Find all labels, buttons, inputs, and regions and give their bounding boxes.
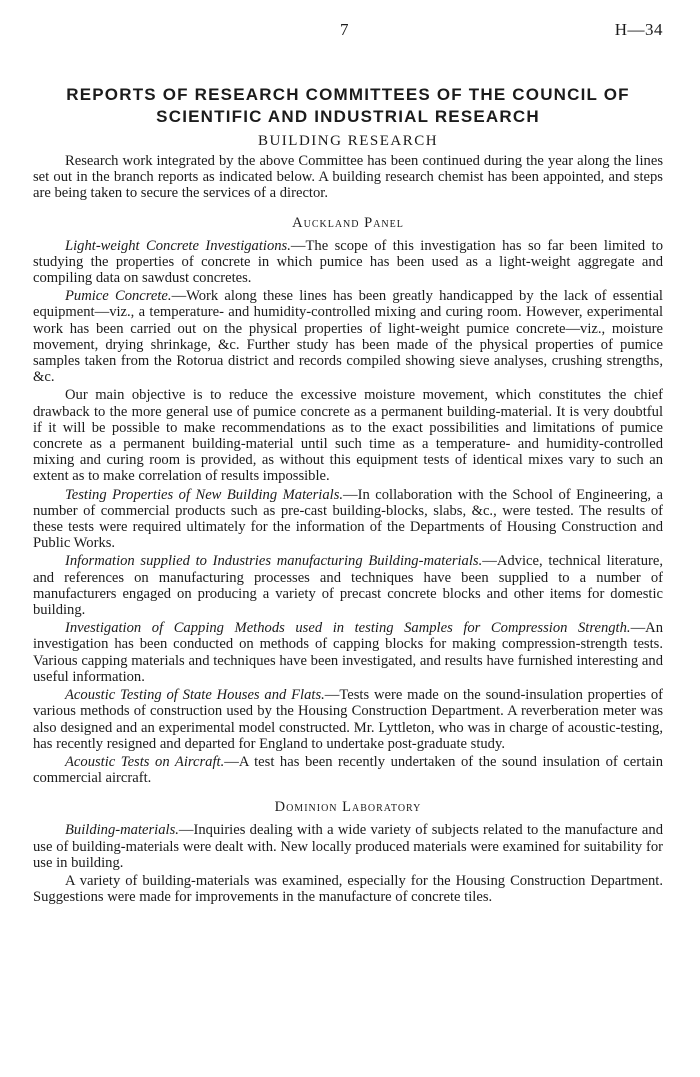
paragraph-materials-examined: A variety of building-materials was examined, especially for the Housing Construction Department. Suggestions were made for improvements in the manufacture of concrete tiles.: [33, 872, 663, 906]
paragraph-information-supplied: [33, 553, 663, 618]
paragraph-light-weight-concrete: [33, 238, 663, 287]
paragraph-capping-methods: [33, 620, 663, 685]
paragraph-lead: Pumice Concrete.: [65, 288, 172, 305]
paragraph-body: —The scope of this investigation has so far been limited to studying the properties of concrete in which pumice has been used as a light-weight aggregate and compiling data on sawdust concretes.: [33, 237, 663, 287]
paragraph-acoustic-aircraft: [33, 754, 663, 786]
paragraph-lead: Investigation of Capping Methods used in testing Samples for Compression Strength.: [65, 620, 631, 637]
paragraph-lead: Acoustic Testing of State Houses and Flats.: [65, 687, 325, 704]
paragraph-lead: Acoustic Tests on Aircraft.: [65, 753, 225, 770]
page-header: [33, 22, 663, 52]
paragraph-building-materials: [33, 822, 663, 871]
page-number: 7: [340, 20, 349, 39]
paragraph-body: —Advice, technical literature, and references on manufacturing processes and techniques have been supplied to a number of manufacturers engaged on producing a variety of precast concrete blocks and other items for domestic building.: [33, 553, 663, 619]
paragraph-body: —In collaboration with the School of Engineering, a number of commercial products such as pre-cast building-blocks, slabs, &c., were tested. The results of these tests were required ultimately for the information of the Departments of Housing Construction and Public Works.: [33, 486, 663, 552]
paragraph-body: —Inquiries dealing with a wide variety of subjects related to the manufacture and use of building-materials were dealt with. New locally produced materials were examined for suitability for use in building.: [33, 822, 663, 871]
document-page: [33, 22, 663, 907]
paragraph-lead: Light-weight Concrete Investigations.: [65, 237, 291, 254]
report-title: [33, 84, 663, 128]
section-heading-dominion-laboratory: Dominion Laboratory: [274, 799, 422, 816]
report-title-line-2: SCIENTIFIC AND INDUSTRIAL RESEARCH: [156, 107, 540, 126]
paragraph-testing-properties: [33, 487, 663, 552]
intro-paragraph: Research work integrated by the above Committee has been continued during the year along the lines set out in the branch reports as indicated below. A building research chemist has been appointed, and steps are being taken to secure the services of a director.: [33, 153, 663, 202]
paragraph-body: —A test has been recently undertaken of the sound insulation of certain commercial aircraft.: [33, 753, 664, 787]
paragraph-body: —An investigation has been conducted on methods of capping blocks for making compression-strength tests. Various capping materials and techniques have been investigated, and results have furnished interesting and useful information.: [33, 620, 663, 685]
document-reference: H—34: [614, 20, 663, 39]
paragraph-lead: Building-materials.: [65, 822, 179, 839]
section-heading-auckland-panel: Auckland Panel: [292, 214, 404, 231]
paragraph-acoustic-testing: [33, 687, 663, 752]
paragraph-lead: Testing Properties of New Building Materials.: [65, 486, 344, 503]
report-title-line-1: REPORTS OF RESEARCH COMMITTEES OF THE COUNCIL OF: [66, 85, 630, 104]
paragraph-pumice-concrete: [33, 288, 663, 385]
paragraph-main-objective: Our main objective is to reduce the excessive moisture movement, which constitutes the chief drawback to the more general use of pumice concrete as a permanent building-material. It is very doubtful if it will be possible to make recommendations as to the exact possibilities and limitations of pumice concrete as a permanent building-material until such time as a temperature- and humidity-controlled mixing and curing room is provided, as without this equipment tests of identical mixes vary to such an extent as to make correlation of results impossible.: [33, 387, 663, 485]
section-title-building-research: BUILDING RESEARCH: [257, 133, 439, 149]
paragraph-body: —Work along these lines has been greatly handicapped by the lack of essential equipment—viz., a temperature- and humidity-controlled mixing and curing room. However, experimental work has been carried out on the physical properties of light-weight pumice concrete—viz., moisture movement, drying shrinkage, &c. Further study has been made of the physical properties of pumice samples taken from the Rotorua district and records compiled showing sieve analyses, crushing strengths, &c.: [33, 288, 663, 386]
paragraph-body: —Tests were made on the sound-insulation properties of various methods of construction used by the Housing Construction Department. A reverberation meter was also designed and an experimental model constructed. Mr. Lyttleton, who was in charge of acoustic-testing, has recently resigned and departed for England to undertake post-graduate study.: [33, 687, 663, 752]
paragraph-lead: Information supplied to Industries manufacturing Building-materials.: [65, 553, 483, 570]
